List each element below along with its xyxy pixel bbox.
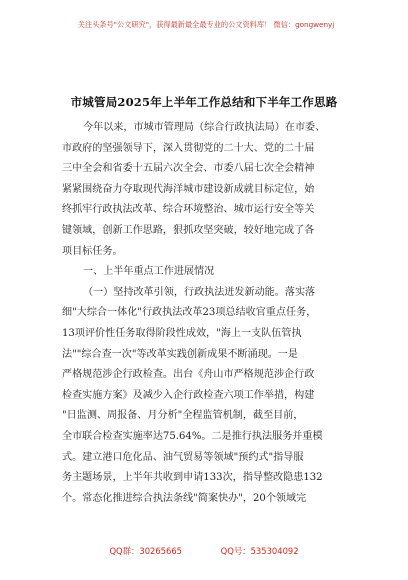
body-line: 项目标任务。 (62, 245, 123, 257)
body-line: 终抓牢行政执法改革、综合环境整治、城市运行安全等关 (62, 204, 315, 216)
section-heading: 一、上半年重点工作进展情况 (83, 266, 215, 278)
body-line: 三中全会和省委十五届六次全会、市委八届七次全会精神 (62, 163, 315, 175)
body-line: 个。常态化推进综合执法条线"简案快办"，20个领域完 (62, 492, 307, 504)
header-banner: 关注头条号"公文研究"，获得最新最全最专业的公文资料库！ 微信：gongwenyj (77, 20, 335, 29)
footer-contact (0, 545, 408, 557)
body-line: "日监测、周报备、月分析"全程监管机制，截至目前， (62, 410, 304, 422)
footer-qq-group: QQ群：30265665 (109, 546, 182, 556)
document-body (62, 118, 349, 509)
body-line: 13项评价性任务取得阶段性成效，"海上一支队伍管执 (62, 327, 302, 339)
body-line: 全市联合检查实施率达75.64%。二是推行执法服务并重模 (62, 430, 323, 442)
body-line: 严格规范涉企行政检查。出台《舟山市严格规范涉企行政 (62, 369, 315, 381)
document-title: 市城管局2025年上半年工作总结和下半年工作思路 (70, 95, 338, 109)
body-line: 市政府的坚强领导下，深入贯彻党的二十大、党的二十届 (62, 142, 315, 154)
body-line: 务主题场景，上半年共收到申请133次，指导整改隐患132 (62, 472, 323, 484)
body-line: 法""综合查一次"等改革实践创新成果不断涌现。一是 (62, 348, 298, 360)
body-line: （一）坚持改革引领，行政执法迸发新动能。落实落 (83, 286, 316, 298)
body-line: 细"大综合一体化"行政执法改革23项总结收官重点任务， (62, 307, 317, 319)
body-line: 今年以来，市城市管理局（综合行政执法局）在市委、 (83, 122, 326, 133)
body-line: 检查实施方案》及减少入企行政检查六项工作举措，构建 (62, 389, 315, 401)
body-line: 式。建立港口危化品、油气贸易等领域"预约式"指导服 (62, 451, 304, 463)
footer-qq-number: QQ号：535304092 (220, 546, 299, 556)
body-line: 紧紧围绕奋力夺取现代海洋城市建设新成就目标定位，始 (62, 183, 315, 195)
body-line: 键领域，创新工作思路，狠抓攻坚突破，较好地完成了各 (62, 224, 315, 236)
